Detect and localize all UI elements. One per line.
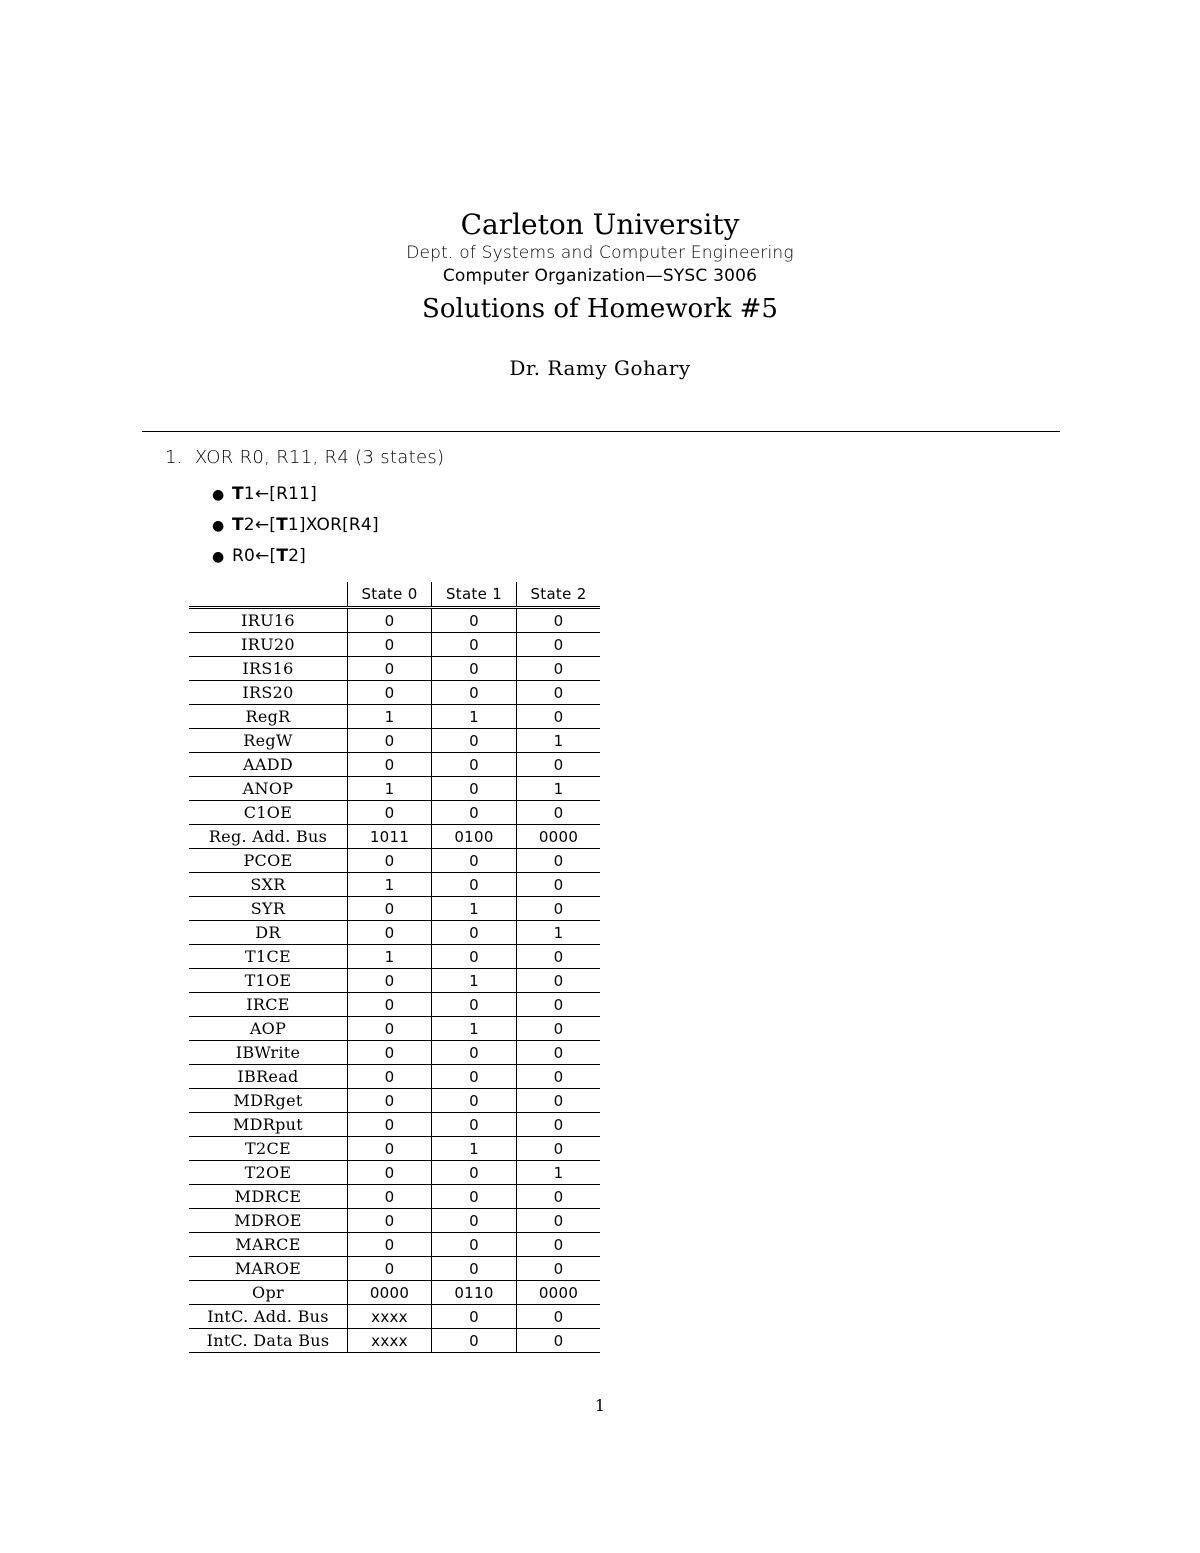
- signal-name-cell: T2CE: [189, 1137, 348, 1161]
- table-row: [189, 705, 600, 729]
- state-value-cell: 1: [517, 1161, 601, 1185]
- signal-name-cell: MAROE: [189, 1257, 348, 1281]
- state-value-cell: 0: [432, 1329, 517, 1353]
- state-value-cell: 0: [348, 897, 432, 921]
- table-row: [189, 1089, 600, 1113]
- state-value-cell: 0: [348, 1233, 432, 1257]
- state-value-cell: 0: [432, 921, 517, 945]
- state-value-cell: 0: [348, 969, 432, 993]
- state-value-cell: 0: [348, 657, 432, 681]
- state-value-cell: 0: [432, 993, 517, 1017]
- state-value-cell: 0: [348, 729, 432, 753]
- state-value-cell: 0: [432, 777, 517, 801]
- document-title: Solutions of Homework #5: [422, 294, 778, 324]
- university-title: Carleton University: [460, 208, 740, 241]
- state-value-cell: 0: [432, 1305, 517, 1329]
- state-value-cell: 0: [517, 1017, 601, 1041]
- state-value-cell: 0: [517, 1305, 601, 1329]
- signal-name-cell: MDROE: [189, 1209, 348, 1233]
- table-row: [189, 969, 600, 993]
- step-text: 1←[R11]: [243, 484, 317, 504]
- signal-name-cell: C1OE: [189, 801, 348, 825]
- state-value-cell: 0: [348, 1041, 432, 1065]
- register-t: T: [232, 515, 244, 535]
- step-item: [212, 482, 379, 513]
- state-value-cell: 0: [517, 1065, 601, 1089]
- state-value-cell: 1: [517, 729, 601, 753]
- register-t: T: [276, 515, 288, 535]
- signal-name-cell: T1OE: [189, 969, 348, 993]
- state-value-cell: 0: [432, 1041, 517, 1065]
- state-value-cell: 0100: [432, 825, 517, 849]
- table-body: [189, 608, 600, 1353]
- state-value-cell: 0: [517, 1113, 601, 1137]
- table-row: [189, 1329, 600, 1353]
- state-value-cell: 1: [432, 1017, 517, 1041]
- state-value-cell: 0: [432, 801, 517, 825]
- table-row: [189, 801, 600, 825]
- table-row: [189, 1113, 600, 1137]
- state-value-cell: 0: [517, 993, 601, 1017]
- state-value-cell: 0000: [517, 825, 601, 849]
- signal-name-cell: Reg. Add. Bus: [189, 825, 348, 849]
- table-row: [189, 993, 600, 1017]
- course-line: Computer Organization—SYSC 3006: [442, 266, 758, 286]
- state-value-cell: 0: [432, 633, 517, 657]
- state-value-cell: 0: [348, 1065, 432, 1089]
- signal-name-cell: IntC. Data Bus: [189, 1329, 348, 1353]
- table-row: [189, 1305, 600, 1329]
- state-value-cell: 0: [432, 873, 517, 897]
- state-value-cell: 0: [348, 1257, 432, 1281]
- state-value-cell: 0: [348, 1161, 432, 1185]
- bullet-icon: ●: [212, 549, 225, 565]
- table-row: [189, 825, 600, 849]
- state-value-cell: 0: [432, 657, 517, 681]
- register-t: T: [276, 546, 289, 566]
- state-value-cell: 0: [517, 753, 601, 777]
- problem-text: XOR R0, R11, R4 (3 states): [194, 447, 445, 468]
- page-number: 1: [594, 1396, 606, 1415]
- table-row: [189, 1281, 600, 1305]
- problem-statement: [165, 446, 444, 470]
- step-text: 1]XOR[R4]: [287, 515, 379, 535]
- state-value-cell: 0: [348, 1113, 432, 1137]
- state-value-cell: 0: [348, 1137, 432, 1161]
- table-row: [189, 897, 600, 921]
- register-t: T: [232, 484, 244, 504]
- table-row: [189, 1209, 600, 1233]
- signal-name-cell: IBRead: [189, 1065, 348, 1089]
- signal-name-cell: DR: [189, 921, 348, 945]
- table-row: [189, 1065, 600, 1089]
- signal-name-cell: T2OE: [189, 1161, 348, 1185]
- state-value-cell: 0: [432, 1209, 517, 1233]
- signal-name-cell: T1CE: [189, 945, 348, 969]
- state-value-cell: 0000: [517, 1281, 601, 1305]
- state-value-cell: 0: [432, 1161, 517, 1185]
- signal-name-cell: SXR: [189, 873, 348, 897]
- state-value-cell: 0: [348, 1185, 432, 1209]
- table-row: [189, 753, 600, 777]
- signal-name-cell: IRCE: [189, 993, 348, 1017]
- table-row: [189, 921, 600, 945]
- state-value-cell: 0: [348, 921, 432, 945]
- table-row: [189, 1137, 600, 1161]
- state-value-cell: 1011: [348, 825, 432, 849]
- state-value-cell: 0: [348, 633, 432, 657]
- state-value-cell: 0: [517, 681, 601, 705]
- state-value-cell: 0: [517, 969, 601, 993]
- state-value-cell: 0: [517, 1257, 601, 1281]
- table-row: [189, 1257, 600, 1281]
- state-value-cell: 0: [432, 753, 517, 777]
- state-value-cell: 0: [517, 1137, 601, 1161]
- state-value-cell: 0: [432, 1185, 517, 1209]
- signal-name-cell: MDRget: [189, 1089, 348, 1113]
- state-value-cell: 0: [517, 873, 601, 897]
- state-value-cell: 0: [432, 608, 517, 633]
- state-value-cell: 0: [432, 849, 517, 873]
- state-value-cell: 0000: [348, 1281, 432, 1305]
- state-value-cell: 0: [432, 945, 517, 969]
- state-value-cell: 0: [517, 1233, 601, 1257]
- signal-name-cell: SYR: [189, 897, 348, 921]
- signal-name-cell: RegR: [189, 705, 348, 729]
- state-value-cell: 0: [348, 753, 432, 777]
- state-value-cell: 0: [517, 1041, 601, 1065]
- state-value-cell: 0: [348, 801, 432, 825]
- state-value-cell: 0: [517, 1209, 601, 1233]
- state-value-cell: 1: [432, 969, 517, 993]
- state-value-cell: 0: [348, 849, 432, 873]
- table-row: [189, 1185, 600, 1209]
- table-row: [189, 608, 600, 633]
- signal-name-cell: IntC. Add. Bus: [189, 1305, 348, 1329]
- department-line: Dept. of Systems and Computer Engineering: [406, 243, 794, 263]
- signal-name-cell: AADD: [189, 753, 348, 777]
- author-line: Dr. Ramy Gohary: [509, 356, 691, 380]
- state-value-cell: 0: [348, 681, 432, 705]
- state-value-cell: 1: [348, 705, 432, 729]
- state-value-cell: 1: [348, 777, 432, 801]
- table-row: [189, 1233, 600, 1257]
- state-value-cell: 0: [348, 1089, 432, 1113]
- step-list: [212, 482, 379, 575]
- step-item: [212, 513, 379, 544]
- table-row: [189, 1161, 600, 1185]
- state-value-cell: 0: [432, 1065, 517, 1089]
- state-value-cell: 0: [348, 1209, 432, 1233]
- signal-name-cell: RegW: [189, 729, 348, 753]
- state-value-cell: 0: [432, 681, 517, 705]
- state-value-cell: 0: [517, 1089, 601, 1113]
- state-value-cell: 1: [432, 705, 517, 729]
- step-text: R0←[: [232, 546, 277, 566]
- table-header-row: [189, 582, 600, 608]
- table-row: [189, 1017, 600, 1041]
- column-header: State 0: [348, 582, 432, 608]
- state-value-cell: 0110: [432, 1281, 517, 1305]
- state-value-cell: 0: [517, 657, 601, 681]
- signal-name-cell: IBWrite: [189, 1041, 348, 1065]
- signal-name-cell: ANOP: [189, 777, 348, 801]
- signal-name-cell: IRU16: [189, 608, 348, 633]
- state-value-cell: 0: [348, 993, 432, 1017]
- table-row: [189, 657, 600, 681]
- table-row: [189, 873, 600, 897]
- state-value-cell: 0: [517, 1329, 601, 1353]
- problem-number: 1.: [165, 447, 183, 468]
- signal-name-cell: MDRput: [189, 1113, 348, 1137]
- signal-name-cell: Opr: [189, 1281, 348, 1305]
- signal-name-cell: IRU20: [189, 633, 348, 657]
- bullet-icon: ●: [212, 518, 225, 534]
- column-header: [189, 582, 348, 608]
- state-value-cell: 1: [432, 1137, 517, 1161]
- step-text: 2]: [288, 546, 306, 566]
- table-row: [189, 729, 600, 753]
- state-value-cell: 1: [432, 897, 517, 921]
- state-value-cell: xxxx: [348, 1329, 432, 1353]
- column-header: State 2: [517, 582, 601, 608]
- state-value-cell: 0: [517, 897, 601, 921]
- state-value-cell: 0: [432, 1113, 517, 1137]
- column-header: State 1: [432, 582, 517, 608]
- state-value-cell: 0: [517, 801, 601, 825]
- step-item: [212, 544, 379, 575]
- step-text: 2←[: [243, 515, 277, 535]
- state-value-cell: xxxx: [348, 1305, 432, 1329]
- table-row: [189, 1041, 600, 1065]
- signal-name-cell: MDRCE: [189, 1185, 348, 1209]
- state-value-cell: 1: [348, 873, 432, 897]
- state-value-cell: 0: [517, 945, 601, 969]
- state-value-cell: 0: [432, 729, 517, 753]
- state-value-cell: 0: [517, 705, 601, 729]
- state-value-cell: 0: [432, 1089, 517, 1113]
- state-value-cell: 0: [517, 1185, 601, 1209]
- control-signal-table: [189, 582, 600, 1353]
- signal-name-cell: AOP: [189, 1017, 348, 1041]
- table-row: [189, 777, 600, 801]
- state-value-cell: 0: [517, 608, 601, 633]
- signal-name-cell: IRS20: [189, 681, 348, 705]
- state-value-cell: 0: [348, 608, 432, 633]
- state-value-cell: 0: [432, 1233, 517, 1257]
- table-row: [189, 681, 600, 705]
- table-row: [189, 849, 600, 873]
- table-row: [189, 945, 600, 969]
- signal-name-cell: PCOE: [189, 849, 348, 873]
- signal-name-cell: IRS16: [189, 657, 348, 681]
- state-value-cell: 1: [348, 945, 432, 969]
- table-row: [189, 633, 600, 657]
- state-value-cell: 1: [517, 777, 601, 801]
- state-value-cell: 0: [348, 1017, 432, 1041]
- bullet-icon: ●: [212, 487, 225, 503]
- state-value-cell: 0: [517, 633, 601, 657]
- state-value-cell: 0: [432, 1257, 517, 1281]
- horizontal-divider: [142, 431, 1060, 432]
- state-value-cell: 1: [517, 921, 601, 945]
- state-value-cell: 0: [517, 849, 601, 873]
- signal-name-cell: MARCE: [189, 1233, 348, 1257]
